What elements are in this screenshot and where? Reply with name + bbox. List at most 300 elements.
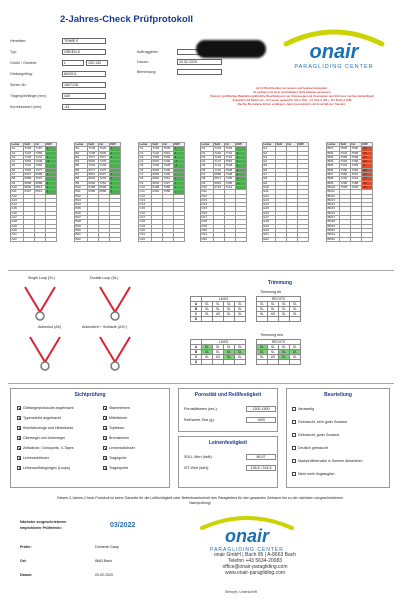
trim-cell: SL — [213, 345, 224, 350]
table-cell: A11 — [11, 190, 24, 194]
table-cell: B21 — [75, 233, 88, 237]
table-cell: 7110 — [24, 164, 35, 168]
table-cell: D22 — [201, 237, 214, 241]
trim-cell: SL — [279, 312, 290, 317]
table-cell: -1 — [174, 164, 185, 168]
table-cell: -22 — [362, 155, 373, 159]
table-cell: B9 — [75, 181, 88, 185]
table-cell: E15 — [263, 207, 276, 211]
table-cell: D20 — [201, 228, 214, 232]
table-cell: - — [174, 173, 185, 177]
table-cell: C17 — [139, 216, 152, 220]
table-cell: 7187 — [35, 147, 46, 151]
table-cell: B17 — [75, 216, 88, 220]
header-field-label: Typ: — [10, 50, 17, 54]
header-field — [10, 71, 130, 82]
table-cell: -5 — [46, 160, 57, 164]
table-cell: B12 — [75, 194, 88, 198]
sign-label: Ort: — [20, 559, 27, 563]
table-cell — [174, 237, 185, 241]
table-cell: 4 — [110, 173, 121, 177]
header-field-value-2[interactable]: 100-130 — [86, 60, 108, 66]
table-row — [191, 360, 301, 365]
table-cell: - — [46, 177, 57, 181]
table-cell: 7291 — [214, 151, 225, 155]
table-cell: 7496 — [163, 160, 174, 164]
table-cell: D4 — [201, 160, 214, 164]
loop-anknoten-label: Ankenkot (AK) — [38, 325, 62, 329]
trim-cell: DL — [290, 350, 301, 355]
table-cell: 7977 — [88, 155, 99, 159]
table-cell: 4 — [110, 147, 121, 151]
table-cell: 7475 — [99, 168, 110, 172]
beurteilung-item-label: Nicht mehr flugtauglich — [298, 472, 335, 476]
sicht-item — [103, 453, 135, 463]
sicht-item — [103, 443, 135, 453]
trim-cell: DL — [224, 350, 235, 355]
table-cell: B19 — [75, 224, 88, 228]
trim-cell: DL — [202, 345, 213, 350]
kv-value: >600 — [246, 417, 276, 423]
trimmung-alt-label: Trimmung alt — [260, 290, 281, 294]
checkbox[interactable]: ✕ — [18, 456, 22, 462]
table-cell: 7669 — [163, 155, 174, 159]
table-cell: A16 — [11, 211, 24, 215]
table-cell: E18 — [263, 220, 276, 224]
sicht-item-label: Typenschild angebracht — [23, 416, 61, 420]
table-cell: 7360 — [351, 168, 362, 172]
table-cell: 7400 — [340, 168, 351, 172]
table-cell: A14 — [11, 203, 24, 207]
header-field-value[interactable] — [177, 69, 222, 75]
table-cell: 6826 — [24, 185, 35, 189]
table-cell: 7606 — [351, 147, 362, 151]
table-cell: 7634 — [340, 151, 351, 155]
beurteilung-item-label: Gebraucht, guter Zustand — [298, 433, 339, 437]
table-cell: 7042 — [88, 164, 99, 168]
trim-cell: DL — [279, 350, 290, 355]
table-cell: BR12 — [327, 194, 340, 198]
next-check-label-1: Nächster vorgeschriebener — [20, 520, 67, 524]
table-cell: A1 — [11, 147, 24, 151]
table-cell: 7120 — [152, 151, 163, 155]
sicht-item-label: Bremsleinen — [109, 436, 129, 440]
table-cell: BR7 — [327, 173, 340, 177]
table-cell: E4 — [263, 160, 276, 164]
sicht-title: Sichtprüfung — [74, 392, 106, 398]
trim-cell — [257, 317, 268, 322]
checkbox[interactable] — [292, 472, 296, 476]
table-cell: BR10 — [327, 185, 340, 189]
table-cell: 0 — [46, 185, 57, 189]
divider-1 — [8, 270, 394, 271]
trim-cell: AS — [213, 355, 224, 360]
trim-cell: SL — [268, 307, 279, 312]
beurteilung-item — [292, 429, 363, 442]
trim-cell: SL — [213, 307, 224, 312]
table-cell: 4 — [110, 190, 121, 194]
table-cell: B22 — [75, 237, 88, 241]
table-cell: 6391 — [152, 190, 163, 194]
table-cell: 7007 — [35, 177, 46, 181]
trim-cell: SL — [235, 312, 246, 317]
kv-value: 138,8 / 164,5 — [246, 465, 276, 471]
trim-cell: SL — [224, 312, 235, 317]
header-field-label: Datum: — [137, 60, 149, 64]
onair-logo — [278, 24, 390, 72]
table-cell: D3 — [201, 155, 214, 159]
table-cell: 7296 — [340, 181, 351, 185]
table-cell: BR8 — [327, 177, 340, 181]
checkbox[interactable]: ✕ — [104, 436, 108, 442]
sicht-item — [103, 413, 135, 423]
table-row — [263, 237, 309, 241]
table-cell: 7137 — [214, 160, 225, 164]
sign-value: 20.02.2020 — [95, 573, 113, 577]
trim-cell: SL — [235, 302, 246, 307]
table-cell: BR15 — [327, 207, 340, 211]
table-cell: C16 — [139, 211, 152, 215]
trim-cell: DL — [202, 350, 213, 355]
table-cell: 4 — [110, 151, 121, 155]
table-cell: 7845 — [163, 147, 174, 151]
sicht-item-label: Tragegurte — [109, 456, 127, 460]
trim-cell: AS — [213, 312, 224, 317]
table-cell: A22 — [11, 237, 24, 241]
table-cell: D9 — [201, 181, 214, 185]
table-cell: 4 — [110, 185, 121, 189]
trim-cell: AS — [268, 312, 279, 317]
checkbox[interactable]: ✕ — [104, 466, 108, 472]
header-field-value[interactable]: GREEN 5 — [62, 49, 106, 55]
trim-cell — [257, 360, 268, 365]
checkbox[interactable] — [292, 433, 296, 437]
trim-cell — [202, 360, 213, 365]
table-cell: C1 — [139, 147, 152, 151]
table-cell: -40 — [362, 168, 373, 172]
trim-cell: SL — [235, 355, 246, 360]
trim-cell — [213, 360, 224, 365]
trim-cell — [279, 317, 290, 322]
header-left — [10, 38, 130, 115]
trim-cell: DL — [224, 355, 235, 360]
table-cell: 7144 — [214, 164, 225, 168]
checkbox[interactable]: ✕ — [104, 416, 108, 422]
trim-cell: SL — [257, 302, 268, 307]
trim-cell — [213, 317, 224, 322]
checkbox[interactable]: ✕ — [104, 456, 108, 462]
contact-line: Telefon +43 5634-20083 — [227, 558, 283, 564]
checkbox[interactable] — [292, 459, 296, 463]
kv-label: Reißwerte-Test (g): — [184, 417, 215, 422]
table-cell: B15 — [75, 207, 88, 211]
table-cell: A8 — [11, 177, 24, 181]
table-cell — [362, 237, 373, 241]
table-cell: 1 — [174, 177, 185, 181]
table-cell: BR17 — [327, 216, 340, 220]
table-cell: -24 — [362, 177, 373, 181]
table-cell: C11 — [139, 190, 152, 194]
checkbox[interactable]: ✕ — [18, 416, 22, 422]
trim-cell: SL — [202, 302, 213, 307]
table-cell: 7633 — [225, 147, 236, 151]
trim-cell — [202, 317, 213, 322]
checkbox[interactable]: ✕ — [18, 426, 22, 432]
table-cell: D12 — [201, 194, 214, 198]
table-cell: BR1 — [327, 147, 340, 151]
table-cell: B7 — [75, 173, 88, 177]
column-header: Ist — [163, 143, 174, 147]
table-cell — [351, 237, 362, 241]
table-row — [191, 317, 301, 322]
checkbox[interactable]: ✕ — [104, 426, 108, 432]
trim-row-label: C — [191, 355, 202, 360]
beurteilung-item-label: Neuwertig — [298, 407, 315, 411]
table-cell: B5 — [75, 164, 88, 168]
table-cell: C21 — [139, 233, 152, 237]
beurteilung-box — [286, 388, 390, 488]
table-cell: A7 — [11, 173, 24, 177]
table-cell: 7551 — [225, 160, 236, 164]
table-cell: 7061 — [163, 177, 174, 181]
table-cell: BR19 — [327, 224, 340, 228]
trim-cell — [224, 317, 235, 322]
table-cell: 7329 — [351, 164, 362, 168]
header-field — [10, 82, 130, 93]
beurteilung-item — [292, 468, 363, 481]
header-field-label: Serien-Nr.: — [10, 83, 28, 87]
kv-value: 86,57 — [246, 454, 276, 460]
column-header: Soll — [88, 143, 99, 147]
trim-cell: SL — [202, 355, 213, 360]
table-cell: 7050 — [340, 173, 351, 177]
table-cell: 1 — [174, 181, 185, 185]
trim-cell: SL — [279, 302, 290, 307]
table-cell: E9 — [263, 181, 276, 185]
table-cell: 6815 — [214, 181, 225, 185]
table-cell: 1 — [236, 168, 247, 172]
table-cell: 7067 — [351, 173, 362, 177]
table-cell: 7050 — [24, 168, 35, 172]
kv-label: Porositätswert (sec.): — [184, 406, 218, 411]
note-line: Rechte Bremsleine 10mm verlängert, damit symmetrisch und innerhalb der Toleranz. — [237, 102, 347, 106]
table-cell: 7116 — [214, 168, 225, 172]
sicht-item — [17, 443, 74, 453]
logo-brand: onair — [309, 41, 359, 63]
table-cell: 2 — [174, 151, 185, 155]
table-cell: C7 — [139, 173, 152, 177]
header-field-value[interactable]: 440 — [62, 93, 106, 99]
header-field-value[interactable]: TRIME E — [62, 38, 106, 44]
table-cell: 7223 — [214, 147, 225, 151]
table-cell: 7254 — [99, 181, 110, 185]
header-field — [137, 59, 227, 69]
table-cell: E22 — [263, 237, 276, 241]
table-cell: D19 — [201, 224, 214, 228]
table-cell: 1 — [236, 164, 247, 168]
header-field-value[interactable]: 20.02.2020 — [177, 59, 222, 65]
table-cell: 7169 — [152, 147, 163, 151]
table-cell: 2 — [110, 155, 121, 159]
header-field-value[interactable]: 89/2011 — [62, 71, 106, 77]
sicht-item — [103, 423, 135, 433]
checkbox[interactable] — [292, 407, 296, 411]
sign-label: Prüfer: — [20, 545, 32, 549]
trim-cell: SL — [290, 345, 301, 350]
table-cell: D16 — [201, 211, 214, 215]
checkbox[interactable] — [292, 420, 296, 424]
trim-row-label: A — [191, 345, 202, 350]
table-cell: BR11 — [327, 190, 340, 194]
table-cell: E1 — [263, 147, 276, 151]
header-field-value[interactable]: -43 — [62, 104, 106, 110]
table-cell: E7 — [263, 173, 276, 177]
table-cell: 7596 — [351, 151, 362, 155]
header-field-label: Hersteller: — [10, 39, 27, 43]
next-check-value: 03/2022 — [110, 522, 136, 529]
sign-value: Domenic Gasp — [95, 545, 119, 549]
table-cell: D11 — [201, 190, 214, 194]
table-cell: B14 — [75, 203, 88, 207]
table-cell: A13 — [11, 198, 24, 202]
trim-cell: SL — [213, 350, 224, 355]
table-cell: D18 — [201, 220, 214, 224]
table-cell: E8 — [263, 177, 276, 181]
trim-cell: DL — [235, 350, 246, 355]
table-cell: 6992 — [88, 160, 99, 164]
table-cell: 7448 — [225, 173, 236, 177]
trim-gap — [246, 317, 257, 322]
checkbox[interactable] — [292, 446, 296, 450]
kv-label: IST Wert (daN): — [184, 465, 210, 470]
table-cell: 7036 — [152, 164, 163, 168]
trim-cell: SL — [213, 302, 224, 307]
table-cell: - — [110, 160, 121, 164]
table-cell — [88, 237, 99, 241]
table-cell: 7835 — [340, 147, 351, 151]
table-cell: 6871 — [214, 177, 225, 181]
table-cell: 1 — [174, 185, 185, 189]
trim-cell: SL — [202, 312, 213, 317]
trim-cell: DL — [279, 355, 290, 360]
table-cell: 7244 — [35, 155, 46, 159]
table-cell: -1 — [174, 160, 185, 164]
table-cell: -38 — [362, 151, 373, 155]
table-cell: - — [46, 168, 57, 172]
table-cell: B2 — [75, 151, 88, 155]
table-cell: 7083 — [35, 151, 46, 155]
table-cell: 7188 — [351, 181, 362, 185]
table-cell: A10 — [11, 185, 24, 189]
column-header: Leine — [263, 143, 276, 147]
table-cell: B6 — [75, 168, 88, 172]
table-cell: 6802 — [88, 177, 99, 181]
table-cell — [214, 237, 225, 241]
table-cell: 7103 — [99, 164, 110, 168]
table-cell: 7108 — [88, 151, 99, 155]
header-field-value[interactable]: L — [62, 60, 84, 66]
column-header: Ist — [287, 143, 298, 147]
table-cell — [46, 237, 57, 241]
checkbox[interactable]: ✕ — [18, 406, 22, 412]
checkbox[interactable]: ✕ — [18, 436, 22, 442]
header-field-value[interactable]: 1807128 — [62, 82, 106, 88]
table-cell: B1 — [75, 147, 88, 151]
table-cell: A18 — [11, 220, 24, 224]
table-cell: 7130 — [24, 155, 35, 159]
sicht-item-label: Obersegel und Untersegel — [23, 436, 65, 440]
trim-row-label: B — [191, 350, 202, 355]
column-header: Leine — [201, 143, 214, 147]
table-cell: 6458 — [88, 185, 99, 189]
table-cell: 6927 — [99, 173, 110, 177]
single-loop-icon — [25, 287, 55, 320]
trim-cell: SL — [202, 307, 213, 312]
trim-cell: SL — [290, 355, 301, 360]
sicht-item-label: Stammleinen — [109, 406, 130, 410]
table-row — [139, 237, 185, 241]
trim-cell — [290, 317, 301, 322]
checkbox[interactable]: ✕ — [104, 446, 108, 452]
contact-line: onair GmbH | Bach 95 | A-8663 Bach — [213, 552, 297, 558]
footer-contact — [190, 552, 320, 576]
table-cell: B11 — [75, 190, 88, 194]
trimmung-title: Trimmung — [267, 280, 293, 286]
sicht-item — [103, 403, 135, 413]
table-cell: 2 — [46, 181, 57, 185]
table-cell: 7077 — [99, 155, 110, 159]
table-cell: 6863 — [152, 173, 163, 177]
kv-row — [184, 451, 276, 462]
table-cell — [276, 237, 287, 241]
table-cell: - — [236, 147, 247, 151]
table-cell: D1 — [201, 147, 214, 151]
table-cell: 7183 — [24, 147, 35, 151]
trim-cell: AS — [268, 355, 279, 360]
checkbox[interactable]: ✕ — [18, 466, 22, 472]
table-cell: 7000 — [351, 185, 362, 189]
table-cell — [225, 237, 236, 241]
table-cell: 7139 — [88, 147, 99, 151]
table-cell: BR21 — [327, 233, 340, 237]
note-line: Toleranz großflächige Blaufärbung/ähnliche Beschädigung von Unterseegel und Innenseiten des Schirmes (rechter Außenflügel) — [209, 94, 375, 98]
column-header: Soll — [340, 143, 351, 147]
table-cell: A6 — [11, 168, 24, 172]
table-cell: E6 — [263, 168, 276, 172]
leinenfestigkeit-title: Leinenfestigkeit — [208, 440, 248, 446]
table-cell: D5 — [201, 164, 214, 168]
sicht-item — [17, 403, 74, 413]
table-cell: 7366 — [351, 160, 362, 164]
trim-cell: SL — [224, 302, 235, 307]
checkbox[interactable]: ✕ — [104, 406, 108, 412]
table-cell: E11 — [263, 190, 276, 194]
table-cell: 7026 — [163, 173, 174, 177]
trim-cell — [235, 317, 246, 322]
checkbox[interactable]: ✕ — [18, 446, 22, 452]
divider-2 — [8, 383, 394, 384]
beurteilung-item — [292, 403, 363, 416]
column-header: Diff — [46, 143, 57, 147]
column-header: Diff — [236, 143, 247, 147]
table-cell: 6514 — [35, 190, 46, 194]
table-cell: - — [46, 164, 57, 168]
table-cell: A2 — [11, 151, 24, 155]
table-cell: A21 — [11, 233, 24, 237]
table-cell: E2 — [263, 151, 276, 155]
table-cell: 7264 — [351, 177, 362, 181]
trimmung-alt-table — [190, 296, 301, 322]
